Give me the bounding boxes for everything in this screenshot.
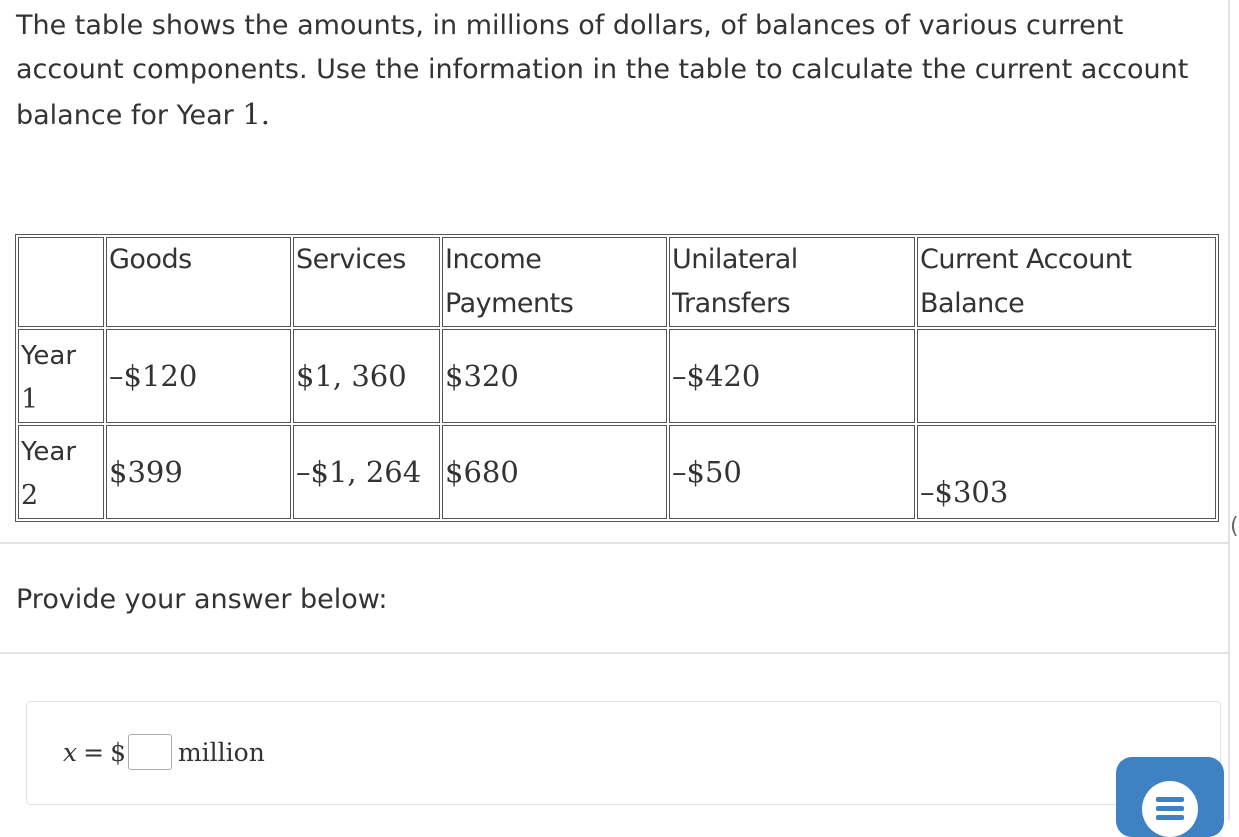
question-year-number: 1 — [242, 97, 261, 131]
edge-partial-glyph: ( — [1230, 514, 1239, 539]
table-row-year-1 — [18, 329, 1216, 423]
cell-goods: –$120 — [106, 329, 291, 423]
current-account-table — [15, 234, 1219, 522]
right-edge-rule — [1228, 0, 1230, 820]
answer-currency: $ — [110, 737, 126, 767]
table-row-year-2 — [18, 425, 1216, 519]
cell-goods: $399 — [106, 425, 291, 519]
cell-services: –$1, 264 — [293, 425, 440, 519]
header-unilateral-transfers: Unilateral Transfers — [669, 237, 915, 327]
question-text: The table shows the amounts, in millions of dollars, of balances of various current account components. Use the information in the table to calculate the current account balance for Year 1. — [16, 10, 1189, 131]
answer-equals: = — [83, 737, 105, 767]
header-goods: Goods — [106, 237, 291, 327]
header-income-payments: Income Payments — [442, 237, 667, 327]
year-label-cell: Year 1 — [18, 329, 104, 423]
cell-transfers: –$50 — [669, 425, 915, 519]
cell-services: $1, 360 — [293, 329, 440, 423]
cell-income: $680 — [442, 425, 667, 519]
answer-panel — [26, 701, 1221, 805]
header-cell-empty — [18, 237, 104, 327]
section-divider — [0, 542, 1228, 544]
help-chat-button[interactable] — [1116, 757, 1224, 837]
section-divider — [0, 652, 1228, 654]
cell-income: $320 — [442, 329, 667, 423]
header-services: Services — [293, 237, 440, 327]
header-current-account-balance: Current Account Balance — [917, 237, 1216, 327]
answer-input[interactable] — [128, 734, 172, 770]
answer-prompt: Provide your answer below: — [16, 584, 388, 615]
chat-list-icon — [1142, 781, 1198, 837]
table-header-row — [18, 237, 1216, 327]
cell-balance — [917, 329, 1216, 423]
year-label-cell: Year 2 — [18, 425, 104, 519]
cell-balance: –$303 — [917, 425, 1216, 519]
answer-equation — [63, 734, 265, 770]
answer-variable: x — [63, 737, 78, 767]
cell-transfers: –$420 — [669, 329, 915, 423]
answer-unit: million — [177, 737, 265, 767]
